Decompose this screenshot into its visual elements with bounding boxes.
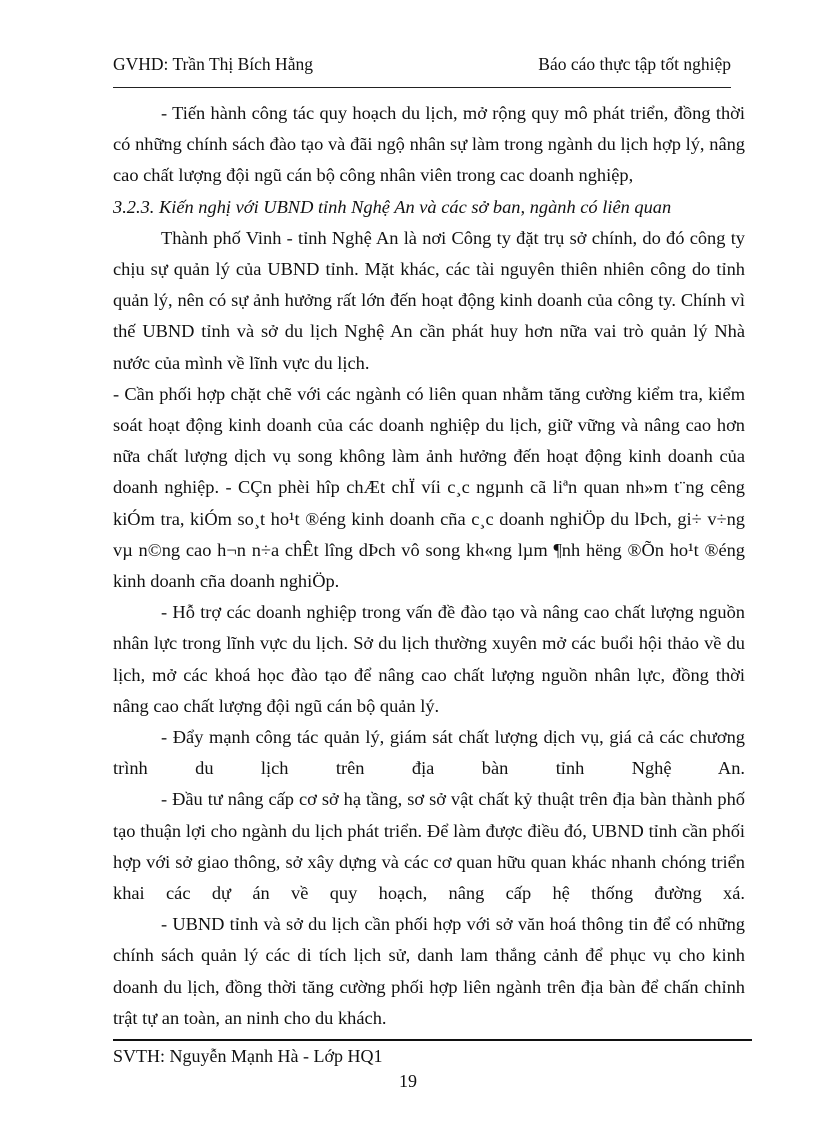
document-body — [113, 98, 745, 1034]
paragraph-heritage: - UBND tỉnh và sở du lịch cần phối hợp với sở văn hoá thông tin để có những chính sách quản lý các di tích lịch sử, danh lam thắng cảnh để phục vụ cho kinh doanh du lịch, đồng thời tăng cường phối hợp liên ngành trên địa bàn để chấn chỉnh trật tự an toàn, an ninh cho du khách. — [113, 914, 745, 1028]
footer-student: SVTH: Nguyễn Mạnh Hà - Lớp HQ1 — [113, 1046, 383, 1066]
section-heading: 3.2.3. Kiến nghị với UBND tỉnh Nghệ An và các sở ban, ngành có liên quan — [113, 196, 672, 217]
page-number: 19 — [399, 1071, 417, 1091]
footer-rule — [113, 1039, 752, 1041]
paragraph-infrastructure: - Đầu tư nâng cấp cơ sở hạ tầng, sơ sở vật chất kỷ thuật trên địa bàn thành phố tạo thuận lợi cho ngành du lịch phát triển. Để làm được điều đó, UBND tỉnh cần phối hợp với sở giao thông, sở xây dựng và các cơ quan hữu quan khác nhanh chóng triển khai các dự án về quy hoạch, nâng cấp hệ thống đường xá. — [113, 789, 745, 904]
header-rule — [113, 87, 731, 88]
paragraph-coordination: - Cần phối hợp chặt chẽ với các ngành có liên quan nhằm tăng cường kiểm tra, kiểm soát hoạt động kinh doanh của các doanh nghiệp du lịch, giữ vững và nâng cao hơn nữa chất lượng dịch vụ song không làm ảnh hưởng đến hoạt động kinh doanh của doanh nghiệp. - CÇn phèi hîp chÆt chÏ víi c¸c ngµnh cã liªn quan nh»m t¨ng cêng kiÓm tra, kiÓm so¸t ho¹t ®éng kinh doanh cña c¸c doanh nghiÖp du lÞch, gi÷ v÷ng vµ n©ng cao h¬n n÷a chÊt lîng dÞch vô song kh«ng lµm ¶nh hëng ®Õn ho¹t ®éng kinh doanh cña doanh nghiÖp. — [113, 383, 745, 592]
paragraph-vinh-city: Thành phố Vinh - tỉnh Nghệ An là nơi Công ty đặt trụ sở chính, do đó công ty chịu sự quản lý của UBND tỉnh. Mặt khác, các tài nguyên thiên nhiên công do tỉnh quản lý, nên có sự ảnh hưởng rất lớn đến hoạt động kinh doanh của công ty. Chính vì thế UBND tỉnh và sở du lịch Nghệ An cần phát huy hơn nữa vai trò quản lý Nhà nước của mình về lĩnh vực du lịch. — [113, 227, 745, 373]
header-report-title: Báo cáo thực tập tốt nghiệp — [538, 54, 731, 74]
paragraph-management: - Đẩy mạnh công tác quản lý, giám sát chất lượng dịch vụ, giá cả các chương trình du lịch trên địa bàn tỉnh Nghệ An. — [113, 727, 745, 779]
page-header — [113, 50, 731, 80]
header-supervisor: GVHD: Trần Thị Bích Hằng — [113, 54, 313, 74]
paragraph-training-support: - Hỗ trợ các doanh nghiệp trong vấn đề đào tạo và nâng cao chất lượng nguồn nhân lực trong lĩnh vực du lịch. Sở du lịch thường xuyên mở các buổi hội thảo về du lịch, mở các khoá học đào tạo để nâng cao chất lượng nguồn nhân lực, đồng thời nâng cao chất lượng đội ngũ cán bộ quản lý. — [113, 602, 745, 716]
paragraph-planning: - Tiến hành công tác quy hoạch du lịch, mở rộng quy mô phát triển, đồng thời có những chính sách đào tạo và đãi ngộ nhân sự làm trong ngành du lịch hợp lý, nâng cao chất lượng đội ngũ cán bộ công nhân viên trong cac doanh nghiệp, — [113, 103, 745, 186]
